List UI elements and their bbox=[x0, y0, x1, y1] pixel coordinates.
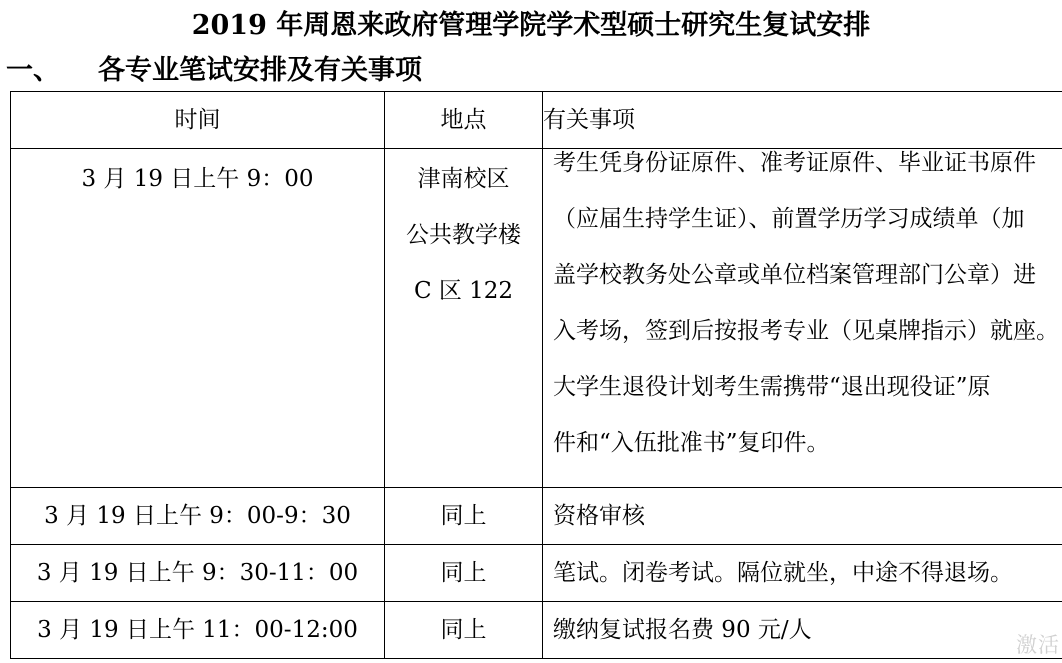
note-line: 大学生退役计划考生需携带“退出现役证”原 bbox=[553, 374, 991, 400]
row-2-time-cell: 3 月 19 日上午 9：00-9：30 bbox=[11, 488, 385, 545]
note-line: 件和“入伍批准书”复印件。 bbox=[553, 430, 830, 456]
document-title: 2019 年周恩来政府管理学院学术型硕士研究生复试安排 bbox=[191, 10, 871, 41]
row-3-notes-cell: 笔试。闭卷考试。隔位就坐，中途不得退场。 bbox=[543, 545, 1062, 602]
table-row bbox=[11, 602, 1062, 659]
exam-schedule-table bbox=[10, 91, 1062, 659]
note-line: （应届生持学生证）、前置学历学习成绩单（加 bbox=[553, 206, 1025, 232]
note-line: 考生凭身份证原件、准考证原件、毕业证书原件 bbox=[553, 150, 1036, 176]
row-3-location-cell: 同上 bbox=[385, 545, 543, 602]
table-row bbox=[11, 488, 1062, 545]
row-1-time-cell: 3 月 19 日上午 9：00 bbox=[11, 149, 385, 488]
location-line: C 区 122 bbox=[413, 278, 514, 304]
section-title: 各专业笔试安排及有关事项 bbox=[98, 55, 422, 86]
section-number: 一、 bbox=[6, 55, 60, 86]
row-1-location-cell bbox=[385, 149, 543, 488]
note-lines bbox=[553, 135, 1059, 471]
location-line: 公共教学楼 bbox=[406, 222, 521, 248]
activation-watermark: 激活 bbox=[1016, 633, 1060, 657]
row-4-time-cell: 3 月 19 日上午 11：00-12:00 bbox=[11, 602, 385, 659]
location-column-header: 地点 bbox=[385, 92, 543, 149]
note-line: 入考场，签到后按报考专业（见桌牌指示）就座。 bbox=[553, 318, 1059, 344]
table-row bbox=[11, 545, 1062, 602]
row-2-location-cell: 同上 bbox=[385, 488, 543, 545]
notes-column-header: 有关事项 bbox=[543, 92, 1062, 149]
row-2-notes-cell: 资格审核 bbox=[543, 488, 1062, 545]
location-lines bbox=[385, 151, 542, 319]
row-3-time-cell: 3 月 19 日上午 9：30-11：00 bbox=[11, 545, 385, 602]
section-heading bbox=[6, 50, 422, 92]
time-column-header: 时间 bbox=[11, 92, 385, 149]
row-1-notes-cell bbox=[543, 149, 1062, 488]
row-4-location-cell: 同上 bbox=[385, 602, 543, 659]
note-line: 盖学校教务处公章或单位档案管理部门公章）进 bbox=[553, 262, 1036, 288]
table-row bbox=[11, 149, 1062, 488]
row-4-notes-cell: 缴纳复试报名费 90 元/人 bbox=[543, 602, 1062, 659]
location-line: 津南校区 bbox=[417, 166, 510, 192]
